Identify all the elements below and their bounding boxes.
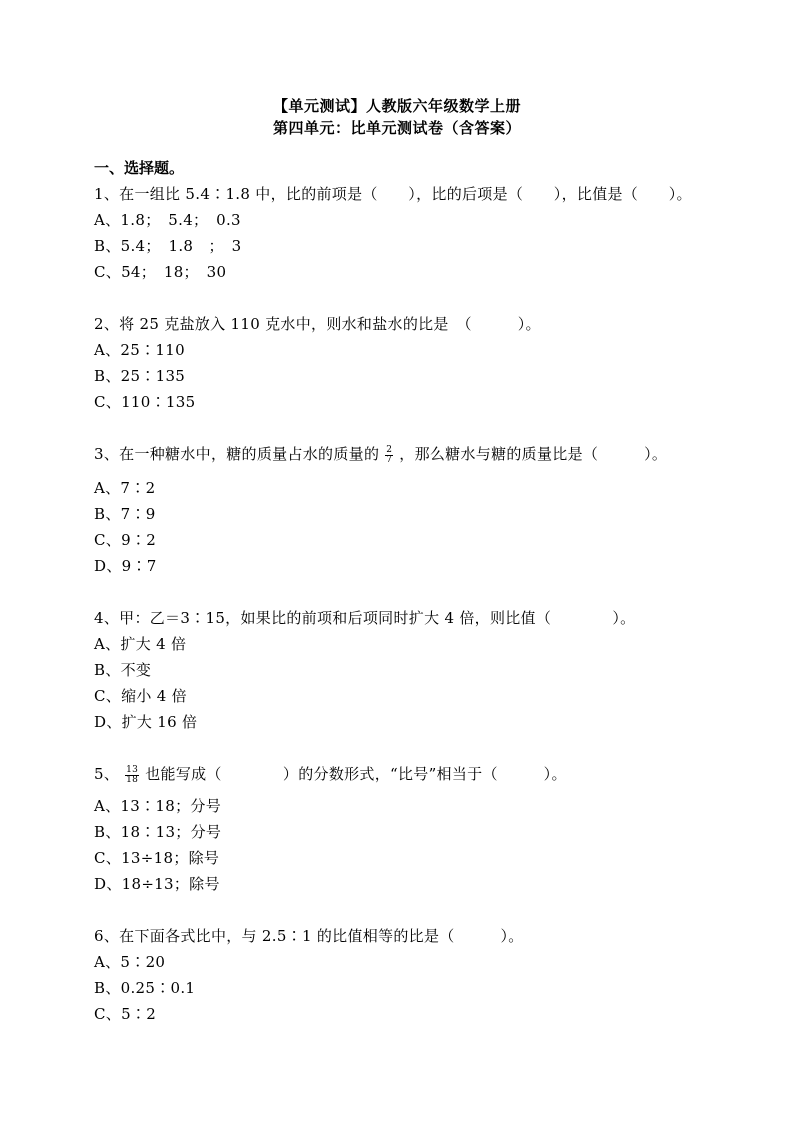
question-3-option-a: A、7∶2 — [94, 479, 156, 497]
question-5-option-d: D、18÷13；除号 — [94, 875, 220, 893]
question-1-option-c: C、54； 18； 30 — [94, 263, 227, 281]
question-5-option-b: B、18∶13；分号 — [94, 823, 222, 841]
question-2-option-b: B、25∶135 — [94, 367, 186, 385]
question-4-option-a: A、扩大 4 倍 — [94, 635, 187, 653]
question-4-option-d: D、扩大 16 倍 — [94, 713, 198, 731]
question-5-option-a: A、13∶18；分号 — [94, 797, 222, 815]
question-3-option-c: C、9∶2 — [94, 531, 157, 549]
fraction-numerator: 2 — [386, 444, 393, 455]
question-1-option-b: B、5.4； 1.8 ； 3 — [94, 237, 242, 255]
question-5-stem-end: 也能写成（ ）的分数形式，“比号”相当于（ ）。 — [145, 765, 567, 783]
question-3-option-b: B、7∶9 — [94, 505, 156, 523]
document-subtitle: 第四单元：比单元测试卷（含答案） — [272, 119, 521, 137]
question-5-stem — [94, 763, 567, 785]
question-1-option-a: A、1.8； 5.4； 0.3 — [94, 211, 241, 229]
document-title: 【单元测试】人教版六年级数学上册 — [272, 97, 521, 115]
fraction-two-sevenths — [385, 446, 393, 465]
fraction-numerator: 13 — [126, 764, 139, 775]
fraction-denominator: 18 — [126, 774, 139, 785]
question-3-option-d: D、9∶7 — [94, 557, 157, 575]
question-3-stem — [94, 443, 667, 465]
question-4-option-c: C、缩小 4 倍 — [94, 687, 187, 705]
question-6-option-c: C、5∶2 — [94, 1005, 157, 1023]
question-5-option-c: C、13÷18；除号 — [94, 849, 220, 867]
question-5-number: 5、 — [94, 765, 120, 783]
question-1-stem: 1、在一组比 5.4∶1.8 中，比的前项是（ ），比的后项是（ ），比值是（ ）。 — [94, 185, 692, 203]
question-6-option-b: B、0.25∶0.1 — [94, 979, 196, 997]
question-6-option-a: A、5∶20 — [94, 953, 166, 971]
section-heading: 一、选择题。 — [94, 159, 185, 177]
question-6-stem: 6、在下面各式比中，与 2.5∶1 的比值相等的比是（ ）。 — [94, 927, 524, 945]
fraction-denominator: 7 — [386, 454, 393, 465]
question-2-stem: 2、将 25 克盐放入 110 克水中，则水和盐水的比是 （ ）。 — [94, 315, 541, 333]
question-3-stem-end: ，那么糖水与糖的质量比是（ ）。 — [399, 445, 668, 463]
question-2-option-a: A、25∶110 — [94, 341, 185, 359]
question-4-option-b: B、不变 — [94, 661, 152, 679]
question-4-stem: 4、甲：乙＝3∶15，如果比的前项和后项同时扩大 4 倍，则比值（ ）。 — [94, 609, 636, 627]
fraction-thirteen-eighteenths — [125, 766, 139, 785]
question-3-stem-start: 3、在一种糖水中，糖的质量占水的质量的 — [94, 445, 380, 463]
question-2-option-c: C、110∶135 — [94, 393, 196, 411]
